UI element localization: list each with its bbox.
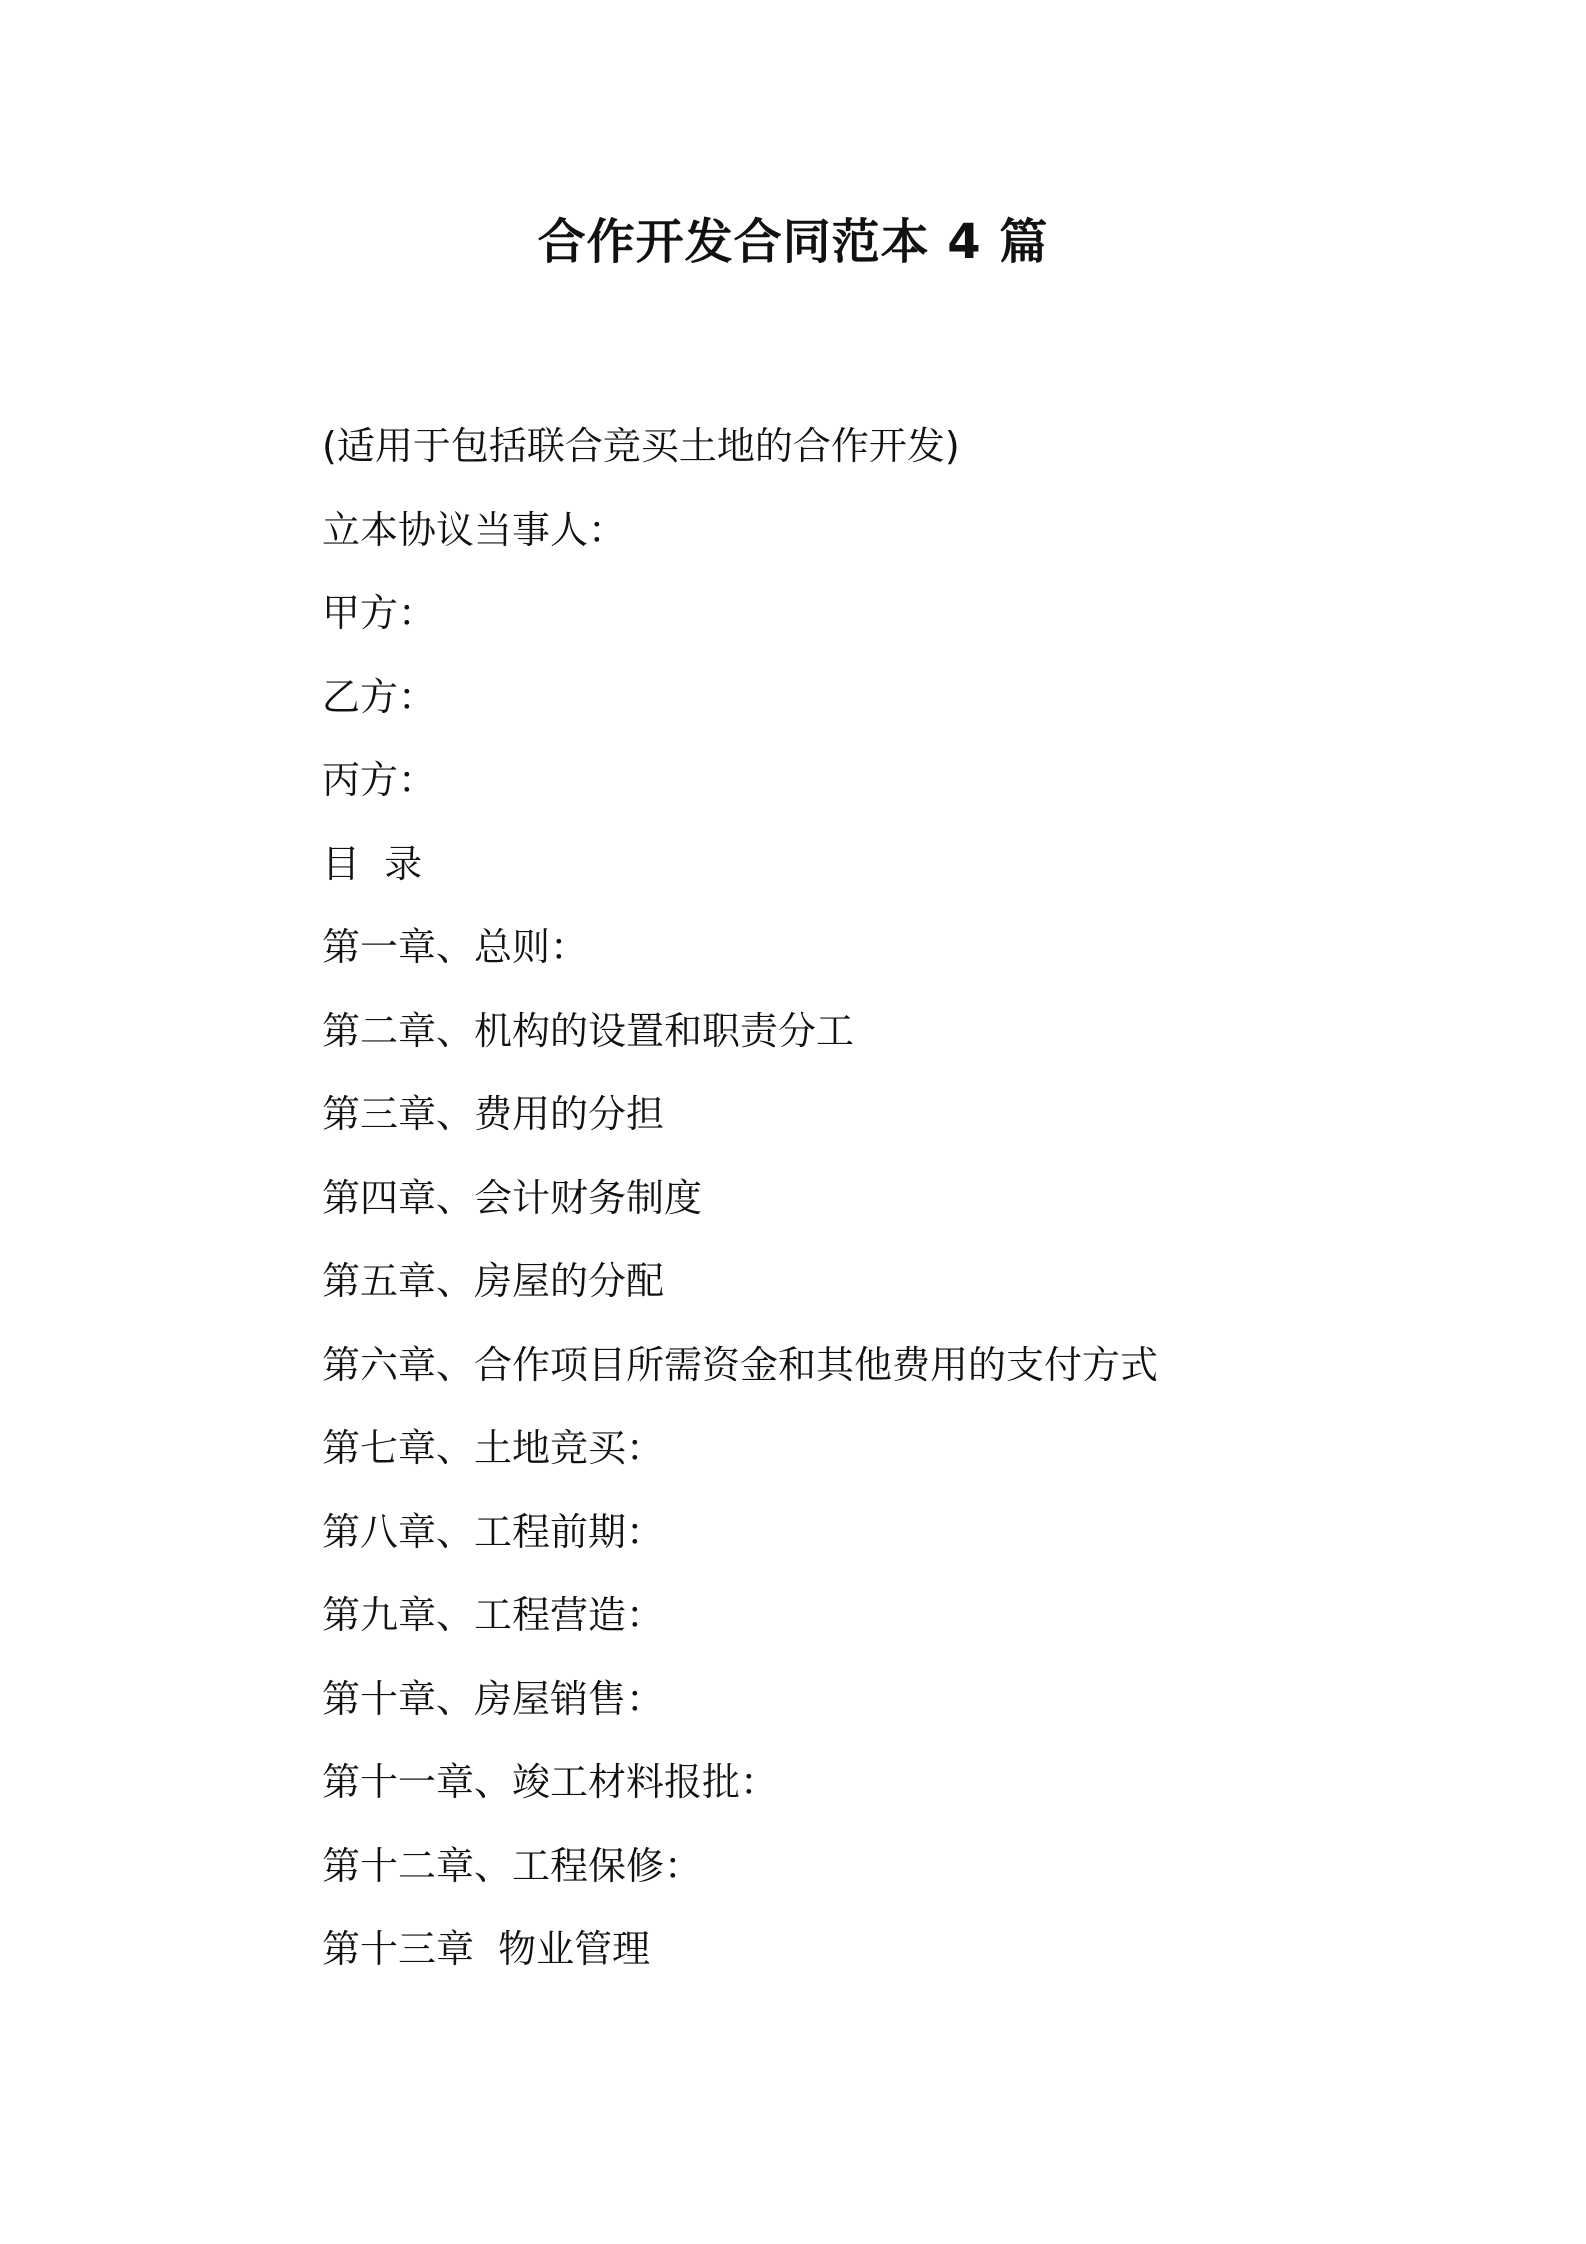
party-b-label: 乙方： xyxy=(322,674,437,719)
document-title: 合作开发合同范本 4 篇 xyxy=(537,214,1049,270)
toc-chapter-11: 第十一章、竣工材料报批： xyxy=(322,1760,779,1804)
toc-chapter-12: 第十二章、工程保修： xyxy=(322,1843,703,1888)
party-a-label: 甲方： xyxy=(322,591,437,635)
parties-heading: 立本协议当事人： xyxy=(322,507,627,552)
document-subtitle: (适用于包括联合竞买土地的合作开发) xyxy=(322,424,960,468)
party-c-label: 丙方： xyxy=(322,758,437,802)
toc-chapter-4: 第四章、会计财务制度 xyxy=(322,1175,703,1220)
table-of-contents xyxy=(322,906,1472,1992)
toc-chapter-7: 第七章、土地竞买： xyxy=(322,1426,665,1470)
toc-heading: 目 录 xyxy=(322,841,423,886)
toc-chapter-6: 第六章、合作项目所需资金和其他费用的支付方式 xyxy=(322,1342,1159,1387)
toc-chapter-8: 第八章、工程前期： xyxy=(322,1509,665,1554)
toc-chapter-5: 第五章、房屋的分配 xyxy=(322,1259,665,1303)
toc-chapter-13: 第十三章 物业管理 xyxy=(322,1927,651,1971)
toc-chapter-9: 第九章、工程营造： xyxy=(322,1593,665,1637)
toc-chapter-10: 第十章、房屋销售： xyxy=(322,1676,665,1721)
document-body xyxy=(322,405,1472,1992)
toc-chapter-1: 第一章、总则： xyxy=(322,925,589,969)
toc-chapter-3: 第三章、费用的分担 xyxy=(322,1092,665,1136)
toc-chapter-2: 第二章、机构的设置和职责分工 xyxy=(322,1008,855,1053)
